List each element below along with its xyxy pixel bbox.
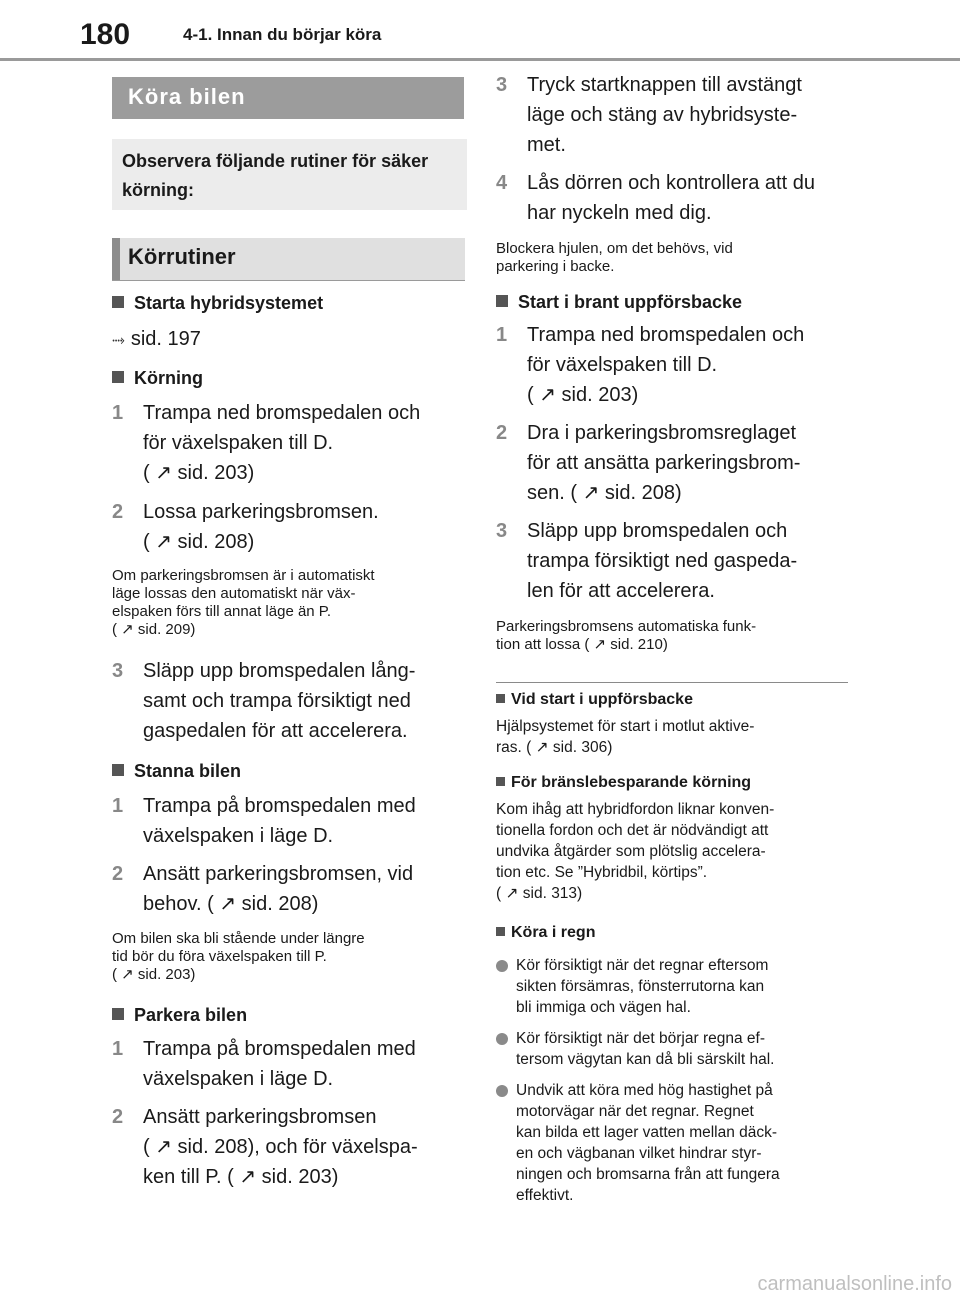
section-header: 4-1. Innan du börjar köra <box>183 25 382 44</box>
arrow-icon: ⤑ <box>112 332 125 349</box>
step-number: 4 <box>496 172 508 194</box>
step-text <box>527 516 797 606</box>
note-line: läge lossas den automatiskt när väx- <box>112 585 356 602</box>
heading-driving-text: Körning <box>134 368 203 388</box>
body-line: ( ↗ sid. 313) <box>496 885 583 902</box>
observe-box <box>112 139 467 210</box>
step-line: sen. ( ↗ sid. 208) <box>527 482 682 504</box>
step-line: gaspedalen för att accelerera. <box>143 720 408 742</box>
stop-step-1 <box>112 791 468 853</box>
step-line: len för att accelerera. <box>527 580 715 602</box>
step-number: 2 <box>112 501 124 523</box>
step-line: Trampa på bromspedalen med <box>143 1038 416 1060</box>
heading-stop <box>112 759 241 783</box>
rain-bullet-3 <box>496 1080 848 1212</box>
body-line: tersom vägytan kan då bli särskilt hal. <box>516 1051 775 1068</box>
note-line: tid bör du föra växelspaken till P. <box>112 948 327 965</box>
note-line: parkering i backe. <box>496 258 615 275</box>
step-line: ( ↗ sid. 203) <box>143 462 255 484</box>
step-line: för att ansätta parkeringsbrom- <box>527 452 801 474</box>
note-line: ( ↗ sid. 209) <box>112 621 196 638</box>
start-ref[interactable] <box>112 326 201 354</box>
driving-note <box>112 567 468 639</box>
square-bullet-icon <box>496 694 505 703</box>
body-line: ningen och bromsarna från att fungera <box>516 1166 780 1183</box>
step-text <box>143 1034 416 1094</box>
rain-bullet-1 <box>496 955 848 1021</box>
step-text <box>143 398 420 488</box>
step-line: Lossa parkeringsbromsen. <box>143 501 379 523</box>
step-text <box>143 497 379 557</box>
step-line: Ansätt parkeringsbromsen <box>143 1106 377 1128</box>
step-text <box>143 656 415 746</box>
step-text <box>527 320 804 410</box>
step-line: Släpp upp bromspedalen lång- <box>143 660 416 682</box>
step-number: 2 <box>112 863 124 885</box>
square-bullet-icon <box>112 1008 124 1020</box>
hill-step-3 <box>496 516 848 608</box>
body-line: motorvägar när det regnar. Regnet <box>516 1103 754 1120</box>
note-line: Parkeringsbromsens automatiska funk- <box>496 618 757 635</box>
body-line: ras. ( ↗ sid. 306) <box>496 739 613 756</box>
subheading-rain <box>496 923 595 943</box>
subheading-rain-text: Köra i regn <box>511 924 596 941</box>
body-line: kan bilda ett lager vatten mellan däck- <box>516 1124 778 1141</box>
hill-note <box>496 618 848 654</box>
fuel-body <box>496 799 848 904</box>
driving-step-2 <box>112 497 468 559</box>
step-line: läge och stäng av hybridsyste- <box>527 104 798 126</box>
driving-step-1 <box>112 398 468 490</box>
observe-text: Observera följande rutiner för säker körning: <box>122 151 429 200</box>
body-line: undvika åtgärder som plötslig accelera- <box>496 843 766 860</box>
uphill-body <box>496 716 848 758</box>
park-step-1 <box>112 1034 468 1096</box>
step-line: ken till P. ( ↗ sid. 203) <box>143 1166 339 1188</box>
heading-park-text: Parkera bilen <box>134 1005 248 1025</box>
step-number: 1 <box>496 324 508 346</box>
heading-start <box>112 291 323 315</box>
divider <box>496 682 848 683</box>
heading-driving <box>112 366 203 390</box>
hill-step-1 <box>496 320 848 412</box>
step-line: för växelspaken till D. <box>143 432 334 454</box>
step-line: Lås dörren och kontrollera att du <box>527 172 815 194</box>
step-line: Ansätt parkeringsbromsen, vid <box>143 863 414 885</box>
step-number: 1 <box>112 402 124 424</box>
step-line: behov. ( ↗ sid. 208) <box>143 893 319 915</box>
body-line: effektivt. <box>516 1187 574 1204</box>
park-step-2 <box>112 1102 468 1194</box>
step-number: 1 <box>112 795 124 817</box>
body-line: tion etc. Se ”Hybridbil, körtips”. <box>496 864 708 881</box>
step-line: ( ↗ sid. 208) <box>143 531 255 553</box>
subheading-fuel <box>496 773 751 793</box>
section-bar <box>112 238 465 281</box>
body-line: en och vägbanan vilket hindrar styr- <box>516 1145 762 1162</box>
body-line: Kom ihåg att hybridfordon liknar konven- <box>496 801 775 818</box>
square-bullet-icon <box>496 927 505 936</box>
step-number: 3 <box>496 74 508 96</box>
heading-park <box>112 1003 247 1027</box>
step-line: samt och trampa försiktigt ned <box>143 690 411 712</box>
step-text <box>527 168 815 228</box>
body-line: sikten försämras, fönsterrutorna kan <box>516 978 765 995</box>
bullet-text <box>516 955 768 1018</box>
note-line: ( ↗ sid. 203) <box>112 966 196 983</box>
note-line: Om parkeringsbromsen är i automatiskt <box>112 567 375 584</box>
step-line: växelspaken i läge D. <box>143 1068 334 1090</box>
park-step-3 <box>496 70 848 162</box>
watermark: carmanualsonline.info <box>757 1273 952 1295</box>
step-text <box>527 418 800 508</box>
square-bullet-icon <box>112 371 124 383</box>
subheading-uphill-text: Vid start i uppförsbacke <box>511 691 693 708</box>
note-line: Om bilen ska bli stående under längre <box>112 930 365 947</box>
park-note <box>496 240 848 276</box>
step-number: 3 <box>112 660 124 682</box>
section-bar-title: Körrutiner <box>128 244 236 269</box>
step-line: ( ↗ sid. 203) <box>527 384 639 406</box>
step-number: 2 <box>496 422 508 444</box>
step-line: Dra i parkeringsbromsreglaget <box>527 422 797 444</box>
step-line: Trampa ned bromspedalen och <box>527 324 805 346</box>
step-number: 2 <box>112 1106 124 1128</box>
step-line: met. <box>527 134 566 156</box>
step-line: växelspaken i läge D. <box>143 825 334 847</box>
park-step-4 <box>496 168 848 230</box>
step-line: Trampa ned bromspedalen och <box>143 402 421 424</box>
note-line: elspaken förs till annat läge än P. <box>112 603 332 620</box>
round-bullet-icon <box>496 1033 508 1045</box>
round-bullet-icon <box>496 1085 508 1097</box>
stop-step-2 <box>112 859 468 921</box>
heading-hill-start <box>496 290 742 314</box>
step-line: ( ↗ sid. 208), och för växelspa- <box>143 1136 418 1158</box>
bullet-text <box>516 1028 774 1070</box>
driving-step-3 <box>112 656 468 748</box>
rain-bullet-2 <box>496 1028 848 1072</box>
hill-step-2 <box>496 418 848 510</box>
page-header <box>0 0 960 62</box>
header-rule <box>0 58 960 61</box>
step-text <box>527 70 802 160</box>
subheading-uphill <box>496 690 693 710</box>
chapter-banner-title: Köra bilen <box>128 84 246 109</box>
body-line: Undvik att köra med hög hastighet på <box>516 1082 773 1099</box>
step-line: trampa försiktigt ned gaspeda- <box>527 550 798 572</box>
round-bullet-icon <box>496 960 508 972</box>
body-line: Kör försiktigt när det regnar eftersom <box>516 957 769 974</box>
heading-hill-start-text: Start i brant uppförsbacke <box>518 292 743 312</box>
step-line: Tryck startknappen till avstängt <box>527 74 802 96</box>
bullet-text <box>516 1080 780 1206</box>
step-text <box>143 791 416 851</box>
body-line: tionella fordon och det är nödvändigt att <box>496 822 769 839</box>
body-line: Hjälpsystemet för start i motlut aktive- <box>496 718 755 735</box>
note-line: Blockera hjulen, om det behövs, vid <box>496 240 733 257</box>
step-text <box>143 859 413 919</box>
heading-stop-text: Stanna bilen <box>134 761 242 781</box>
step-line: Släpp upp bromspedalen och <box>527 520 788 542</box>
step-line: för växelspaken till D. <box>527 354 718 376</box>
square-bullet-icon <box>112 764 124 776</box>
subheading-fuel-text: För bränslebesparande körning <box>511 774 752 791</box>
chapter-banner <box>112 77 464 119</box>
step-number: 1 <box>112 1038 124 1060</box>
square-bullet-icon <box>496 777 505 786</box>
page-number: 180 <box>80 18 131 51</box>
square-bullet-icon <box>112 296 124 308</box>
note-line: tion att lossa ( ↗ sid. 210) <box>496 636 668 653</box>
start-ref-text: sid. 197 <box>130 328 201 350</box>
step-number: 3 <box>496 520 508 542</box>
body-line: bli immiga och vägen hal. <box>516 999 691 1016</box>
heading-start-text: Starta hybridsystemet <box>134 293 324 313</box>
step-text <box>143 1102 418 1192</box>
square-bullet-icon <box>496 295 508 307</box>
step-line: Trampa på bromspedalen med <box>143 795 416 817</box>
stop-note <box>112 930 468 984</box>
body-line: Kör försiktigt när det börjar regna ef- <box>516 1030 765 1047</box>
step-line: har nyckeln med dig. <box>527 202 712 224</box>
